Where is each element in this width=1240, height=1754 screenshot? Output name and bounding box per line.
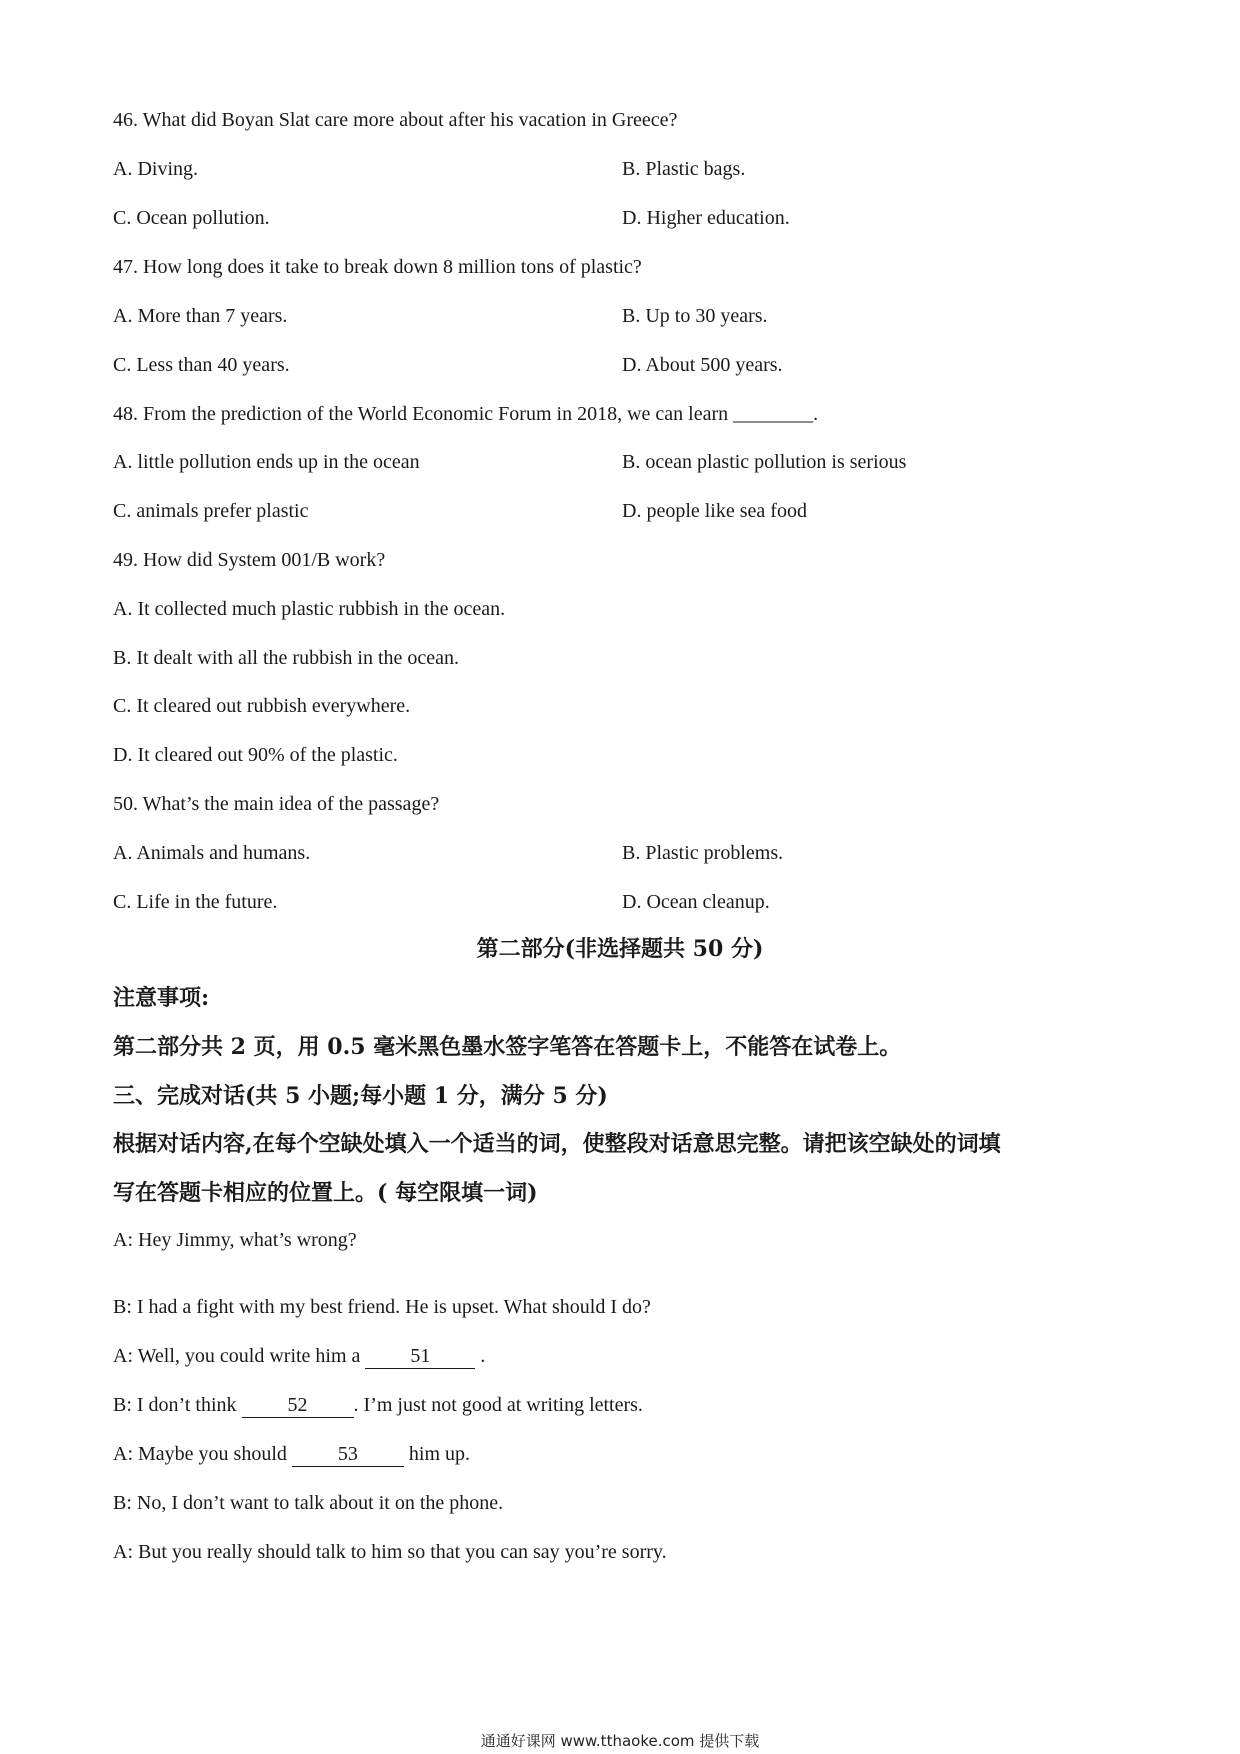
question-46-stem: 46. What did Boyan Slat care more about after his vacation in Greece? [113,109,678,131]
dialogue-line-3-text: A: Well, you could write him a [113,1345,366,1367]
dialogue-line-4 [113,1391,643,1419]
question-47-option-c: C. Less than 40 years. [113,354,290,376]
blank-52[interactable]: 52 [242,1393,354,1418]
question-50-option-a: A. Animals and humans. [113,842,311,864]
dialogue-line-1: A: Hey Jimmy, what’s wrong? [113,1229,357,1251]
question-50-option-b: B. Plastic problems. [622,842,784,864]
question-46-option-d: D. Higher education. [622,207,790,229]
part-two-title: 第二部分(非选择题共 50 分) [476,936,764,962]
notice-heading: 注意事项: [113,985,210,1011]
question-49-option-d: D. It cleared out 90% of the plastic. [113,744,398,766]
dialogue-line-5-text: A: Maybe you should [113,1443,292,1465]
notice-text: 第二部分共 2 页，用 0.5 毫米黑色墨水签字笔答在答题卡上，不能答在试卷上。 [113,1034,902,1060]
blank-51[interactable]: 51 [365,1344,475,1369]
dialogue-line-3 [113,1342,485,1370]
instruction-line-2: 写在答题卡相应的位置上。( 每空限填一词) [113,1180,538,1206]
dialogue-line-5 [113,1440,470,1468]
question-49-stem: 49. How did System 001/B work? [113,549,386,571]
question-49-option-c: C. It cleared out rubbish everywhere. [113,695,411,717]
question-47-option-b: B. Up to 30 years. [622,305,768,327]
question-48-option-b: B. ocean plastic pollution is serious [622,451,907,473]
question-47-stem: 47. How long does it take to break down 8 million tons of plastic? [113,256,642,278]
footer-watermark: 通通好课网 www.tthaoke.com 提供下载 [480,1732,760,1750]
dialogue-line-5-end: him up. [403,1443,471,1465]
section-three-heading: 三、完成对话(共 5 小题;每小题 1 分，满分 5 分) [113,1083,608,1109]
question-50-option-c: C. Life in the future. [113,891,278,913]
question-46-option-b: B. Plastic bags. [622,158,746,180]
question-47-option-a: A. More than 7 years. [113,305,288,327]
dialogue-line-4-text: B: I don’t think [113,1394,242,1416]
question-48-option-c: C. animals prefer plastic [113,500,309,522]
blank-53[interactable]: 53 [292,1442,404,1467]
question-49-option-b: B. It dealt with all the rubbish in the ocean. [113,647,460,669]
question-46-option-c: C. Ocean pollution. [113,207,270,229]
question-49-option-a: A. It collected much plastic rubbish in the ocean. [113,598,506,620]
dialogue-line-3-end: . [475,1345,486,1367]
question-48-option-d: D. people like sea food [622,500,807,522]
question-46-option-a: A. Diving. [113,158,198,180]
question-50-stem: 50. What’s the main idea of the passage? [113,793,440,815]
dialogue-line-7: A: But you really should talk to him so that you can say you’re sorry. [113,1541,667,1563]
question-47-option-d: D. About 500 years. [622,354,783,376]
question-48-stem: 48. From the prediction of the World Economic Forum in 2018, we can learn ________. [113,403,819,425]
dialogue-line-2: B: I had a fight with my best friend. He is upset. What should I do? [113,1296,651,1318]
question-48-option-a: A. little pollution ends up in the ocean [113,451,420,473]
dialogue-line-6: B: No, I don’t want to talk about it on the phone. [113,1492,504,1514]
question-50-option-d: D. Ocean cleanup. [622,891,770,913]
instruction-line-1: 根据对话内容,在每个空缺处填入一个适当的词，使整段对话意思完整。请把该空缺处的词填 [113,1131,1001,1157]
dialogue-line-4-end: . I’m just not good at writing letters. [353,1394,643,1416]
